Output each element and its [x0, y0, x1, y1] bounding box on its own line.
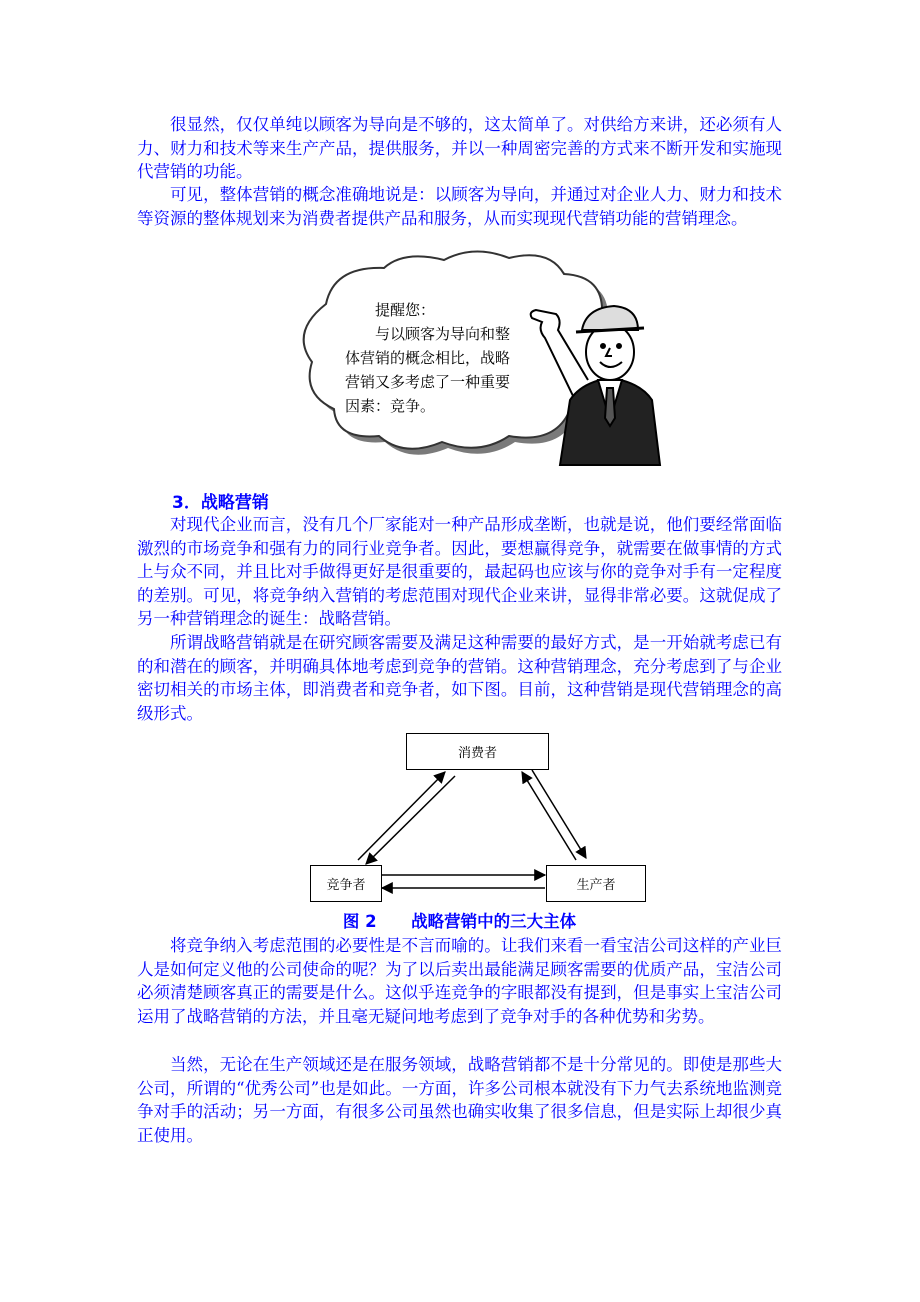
- callout-line-3: 体营销的概念相比，战略: [345, 349, 511, 367]
- callout-line-5: 因素：竞争。: [345, 397, 436, 415]
- paragraph-3: 对现代企业而言，没有几个厂家能对一种产品形成垄断，也就是说，他们要经常面临激烈的市场竞争和强有力的同行业竞争者。因此，要想赢得竞争，就需要在做事情的方式上与众不同，并且比对手做得更好是很重要的，最起码也应该与你的竞争对手有一定程度的差别。可见，将竞争纳入营销的考虑范围对现代企业来讲，显得非常必要。这就促成了另一种营销理念的诞生：战略营销。: [137, 515, 782, 628]
- arrow-competitor-to-consumer: [358, 772, 445, 860]
- paragraph-2: 可见，整体营销的概念准确地说是：以顾客为导向，并通过对企业人力、财力和技术等资源的整体规划来为消费者提供产品和服务，从而实现现代营销功能的营销理念。: [137, 185, 782, 228]
- section-heading: 3．战略营销: [172, 493, 269, 513]
- paragraph-5: 将竞争纳入考虑范围的必要性是不言而喻的。让我们来看一看宝洁公司这样的产业巨人是如何定义他的公司使命的呢？为了以后卖出最能满足顾客需要的优质产品，宝洁公司必须清楚顾客真正的需要是什么。这似乎连竞争的字眼都没有提到，但是事实上宝洁公司运用了战略营销的方法，并且毫无疑问地考虑到了竞争对手的各种优势和劣势。: [137, 936, 782, 1026]
- arrow-consumer-to-producer: [532, 770, 586, 858]
- paragraph-6: 当然，无论在生产领域还是在服务领域，战略营销都不是十分常见的。即使是那些大公司，所谓的“优秀公司”也是如此。一方面，许多公司根本就没有下力气去系统地监测竞争对手的活动；另一方面，有很多公司虽然也确实收集了很多信息，但是实际上却很少真正使用。: [137, 1055, 782, 1145]
- paragraph-4: 所谓战略营销就是在研究顾客需要及满足这种需要的最好方式，是一开始就考虑已有的和潜在的顾客，并明确具体地考虑到竞争的营销。这种营销理念，充分考虑到了与企业密切相关的市场主体，即消费者和竞争者，如下图。目前，这种营销是现代营销理念的高级形式。: [137, 633, 782, 723]
- callout-text: [345, 298, 545, 418]
- arrow-producer-to-consumer: [522, 772, 576, 860]
- figure-caption: 图 2 战略营销中的三大主体: [342, 912, 577, 931]
- callout-line-2: 与以顾客为导向和整: [375, 325, 511, 343]
- paragraph-1: 很显然，仅仅单纯以顾客为导向是不够的，这太简单了。对供给方来讲，还必须有人力、财力和技术等来生产产品，提供服务，并以一种周密完善的方式来不断开发和实施现代营销的功能。: [137, 115, 782, 181]
- node-producer: 生产者: [546, 865, 646, 902]
- callout-line-4: 营销又多考虑了一种重要: [345, 373, 511, 391]
- callout-line-1: 提醒您：: [375, 301, 436, 319]
- node-competitor: 竞争者: [310, 865, 382, 902]
- arrow-consumer-to-competitor: [366, 776, 455, 864]
- node-consumer: 消费者: [406, 733, 549, 770]
